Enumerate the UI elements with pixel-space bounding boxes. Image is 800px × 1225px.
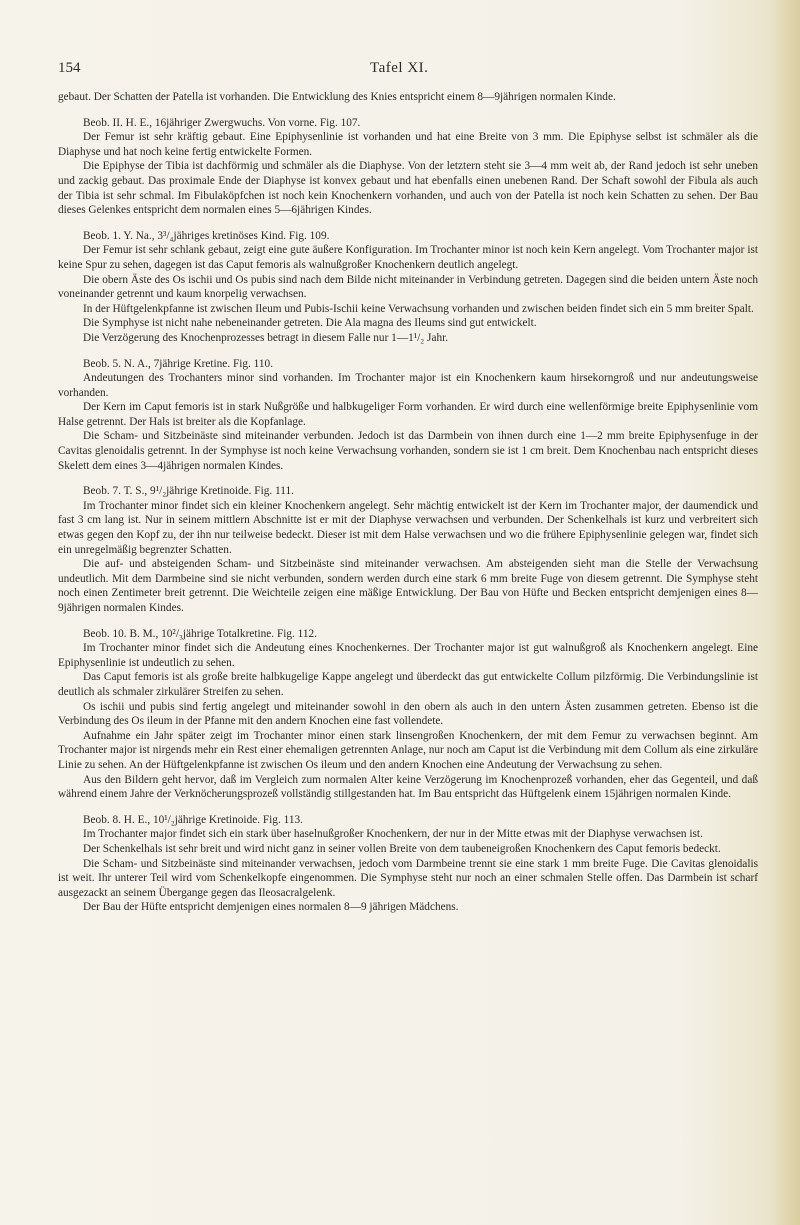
observation-heading: Beob. 7. T. S., 9¹/₂jährige Kretinoide. Fig. 111. xyxy=(83,485,294,498)
paragraph: Os ischii und pubis sind fertig angelegt und miteinander sowohl in den obern als auch in den untern Ästen zusammen getreten. Ebenso ist die Verbindung des Os ileum in der Pfanne mit den andern Knochen eine fast vollendete. xyxy=(58,700,758,728)
paragraph: Im Trochanter minor findet sich ein kleiner Knochenkern angelegt. Sehr mächtig entwickelt ist der Kern im Trochanter major, der daumendick und fast 3 cm lang ist. Nur in seinem mittlern Abschnitte ist er mit der Diaphyse verwachsen und verbunden. Der Schenkelhals ist kurz und verbreitert sich etwas gegen den Kopf zu, der ihn nur teilweise bedeckt. Dieser ist mit dem Halse verwachsen und wo die frühere Epiphysenlinie gelegen war, findet sich ein unregelmäßig begrenzter Schatten. xyxy=(58,499,758,556)
paragraph: Aufnahme ein Jahr später zeigt im Trochanter minor einen stark linsengroßen Knochenkern, der mit dem Femur zu verwachsen beginnt. Am Trochanter major ist nirgends mehr ein Rest einer ehemaligen getrennten Anlage, nur noch am Caput ist die Verbindung mit dem Collum als eine zirkuläre Linie zu sehen. An der Hüftgelenkpfanne ist zwischen Os ileum und den andern Knochen eine Andeutung der Verwachsung zu sehen. xyxy=(58,729,758,771)
paragraph: Der Femur ist sehr kräftig gebaut. Eine Epiphysenlinie ist vorhanden und hat eine Breite von 3 mm. Die Epiphyse selbst ist schmäler als die Diaphyse und hat noch keine fertig entwickelte Formen. xyxy=(58,131,758,158)
body-text xyxy=(58,90,758,915)
paragraph: Der Schenkelhals ist sehr breit und wird nicht ganz in seiner vollen Breite von dem taubeneigroßen Knochenkern des Caput femoris bedeckt. xyxy=(83,842,721,855)
page-edge-shadow xyxy=(772,0,800,1225)
observation-heading: Beob. 8. H. E., 10¹/₂jährige Kretinoide. Fig. 113. xyxy=(83,813,303,826)
paragraph: Aus den Bildern geht hervor, daß im Vergleich zum normalen Alter keine Verzögerung im Knochenprozeß vorhanden, eher das Gegenteil, und daß während einem Jahre der Verknöcherungsprozeß vollständig stillgestanden hat. Im Bau entspricht das Hüftgelenk einem 15jährigen normalen Kinde. xyxy=(58,773,758,801)
paragraph: Die Symphyse ist nicht nahe nebeneinander getreten. Die Ala magna des Ileums sind gut entwickelt. xyxy=(83,317,537,330)
paragraph: Die auf- und absteigenden Scham- und Sitzbeinäste sind miteinander verwachsen. Am absteigenden sieht man die Stelle der Verwachsung undeutlich. Mit dem Darmbeine sind sie nicht verbunden, sondern werden durch eine stark 6 mm breite Fuge von diesem getrennt. Die Symphyse steht noch einen Zentimeter breit getrennt. Die Weichteile zeigen eine mäßige Entwicklung. Der Bau von Hüfte und Becken entspricht demjenigen eines 8—9jährigen normalen Kindes. xyxy=(58,558,758,614)
paragraph: Andeutungen des Trochanters minor sind vorhanden. Im Trochanter major ist ein Knochenkern kaum hirsekorngroß und nur andeutungsweise vorhanden. xyxy=(58,372,758,399)
paragraph: Die Verzögerung des Knochenprozesses betragt in diesem Falle nur 1—1¹/₂ Jahr. xyxy=(83,331,449,344)
paragraph: Im Trochanter minor findet sich die Andeutung eines Knochenkernes. Der Trochanter major ist gut walnußgroß als Knochenkern angelegt. Eine Epiphysenlinie ist undeutlich zu sehen. xyxy=(58,642,758,669)
paragraph: Die Scham- und Sitzbeinäste sind miteinander verbunden. Jedoch ist das Darmbein von ihnen durch eine 1—2 mm breite Epiphysenfuge in der Cavitas glenoidalis getrennt. In der Symphyse ist noch keine Verwachsung vorhanden, sondern sie ist 1 cm breit. Dem Knochenbau nach entspricht dieses Skelett dem eines 3—4jährigen normalen Kindes. xyxy=(58,430,758,472)
observation-heading: Beob. 10. B. M., 10²/₃jährige Totalkretine. Fig. 112. xyxy=(83,627,318,640)
observation-heading: Beob. II. H. E., 16jähriger Zwergwuchs. Von vorne. Fig. 107. xyxy=(83,116,361,129)
page-header xyxy=(0,60,800,82)
paragraph: Die Epiphyse der Tibia ist dachförmig und schmäler als die Diaphyse. Von der letztern steht sie 3—4 mm weit ab, der Rand jedoch ist sehr uneben und zackig gebaut. Das proximale Ende der Diaphyse ist konvex gebaut und hat ebenfalls einen unebenen Rand. Der Schaft sowohl der Fibula als auch der Tibia ist sehr schmal. Im Fibulaköpfchen ist noch kein Knochenkern vorhanden, und auch von der Patella ist noch kein Schatten zu sehen. Der Bau dieses Gelenkes entspricht dem normalen eines 5—6jährigen Kindes. xyxy=(58,160,758,217)
plate-title: Tafel XI. xyxy=(370,60,429,76)
paragraph: Die obern Äste des Os ischii und Os pubis sind nach dem Bilde nicht miteinander in Verbindung getreten. Dagegen sind die beiden untern Äste noch voneinander getrennt und kaum knorpelig verwachsen. xyxy=(58,273,758,301)
paragraph: Die Scham- und Sitzbeinäste sind miteinander verwachsen, jedoch vom Darmbeine trennt sie eine stark 1 mm breite Fuge. Die Cavitas glenoidalis ist weit. Ihr unterer Teil wird vom Schenkelkopfe eingenommen. Die Symphyse steht nur noch an einer schmalen Stelle offen. Das Darmbein ist scharf ausgezackt an seinem Übergange gegen das Ileosacralgelenk. xyxy=(58,857,758,899)
paragraph: gebaut. Der Schatten der Patella ist vorhanden. Die Entwicklung des Knies entspricht einem 8—9jährigen normalen Kinde. xyxy=(58,91,616,103)
paragraph: Das Caput femoris ist als große breite halbkugelige Kappe angelegt und überdeckt das gut entwickelte Collum pilzförmig. Die Verbindungslinie ist deutlich als schmaler zirkulärer Streifen zu sehen. xyxy=(58,671,758,698)
paragraph: Der Bau der Hüfte entspricht demjenigen eines normalen 8—9 jährigen Mädchens. xyxy=(83,901,459,914)
page-number: 154 xyxy=(58,60,81,76)
paragraph: Der Femur ist sehr schlank gebaut, zeigt eine gute äußere Konfiguration. Im Trochanter minor ist noch kein Kern angelegt. Vom Trochanter major ist keine Spur zu sehen, dagegen ist das Caput femoris als walnußgroßer Knochenkern deutlich angelegt. xyxy=(58,244,758,271)
observation-heading: Beob. 1. Y. Na., 3³/₄jähriges kretinöses Kind. Fig. 109. xyxy=(83,229,330,242)
paragraph: Der Kern im Caput femoris ist in stark Nußgröße und halbkugeliger Form vorhanden. Er wird durch eine wellenförmige breite Epiphysenlinie vom Halse getrennt. Der Hals ist breiter als die Kopfanlage. xyxy=(58,401,758,428)
paragraph: Im Trochanter major findet sich ein stark über haselnußgroßer Knochenkern, der nur in der Mitte etwas mit der Diaphyse verwachsen ist. xyxy=(83,828,703,841)
observation-heading: Beob. 5. N. A., 7jährige Kretine. Fig. 110. xyxy=(83,357,274,370)
paragraph: In der Hüftgelenkpfanne ist zwischen Ileum und Pubis-Ischii keine Verwachsung vorhanden und zwischen beiden findet sich ein 5 mm breiter Spalt. xyxy=(83,302,754,315)
